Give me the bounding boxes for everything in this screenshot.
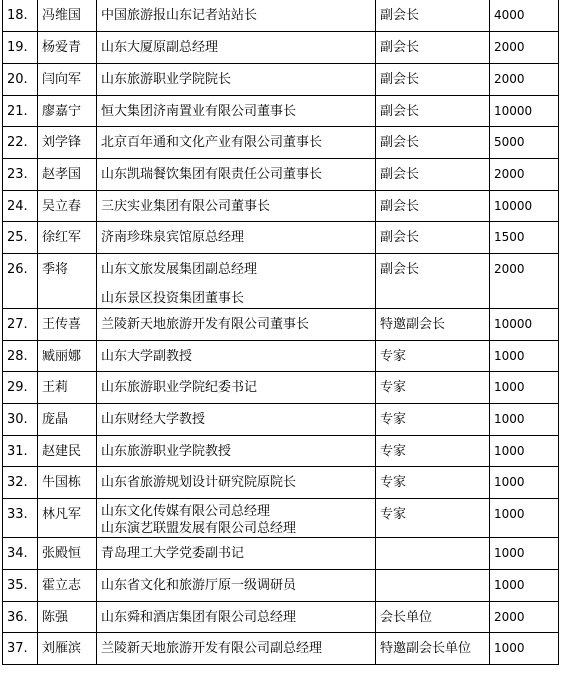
member-amount: 1000 [490,340,559,372]
member-role: 副会长 [376,127,490,159]
member-name: 刘雁滨 [38,633,97,665]
member-name: 霍立志 [38,569,97,601]
member-amount: 10000 [490,309,559,341]
member-amount: 1000 [490,569,559,601]
position-line: 山东凯瑞餐饮集团有限责任公司董事长 [101,166,323,182]
position-line: 山东大学副教授 [101,348,193,364]
position-line: 山东旅游职业学院纪委书记 [101,380,258,396]
row-number: 27. [3,309,38,341]
member-amount: 1000 [490,499,559,538]
member-name: 刘学锋 [38,127,97,159]
member-amount: 10000 [490,95,559,127]
member-position [97,190,376,222]
member-amount: 10000 [490,190,559,222]
table-row [3,372,559,404]
member-position [97,467,376,499]
table-row [3,601,559,633]
position-line: 三庆实业集团有限公司董事长 [101,198,271,214]
member-role: 特邀副会长单位 [376,633,490,665]
member-role: 专家 [376,467,490,499]
member-amount: 1000 [490,633,559,665]
member-position [97,32,376,64]
member-role [376,538,490,570]
member-role: 副会长 [376,254,490,309]
member-amount: 1000 [490,372,559,404]
row-number: 30. [3,404,38,436]
member-role: 副会长 [376,190,490,222]
row-number: 29. [3,372,38,404]
member-name: 季将 [38,254,97,309]
member-position [97,63,376,95]
member-role: 专家 [376,404,490,436]
member-role: 特邀副会长 [376,309,490,341]
member-amount: 2000 [490,63,559,95]
member-amount: 2000 [490,254,559,309]
member-position [97,127,376,159]
member-amount: 4000 [490,0,559,32]
member-amount: 1000 [490,435,559,467]
member-role: 专家 [376,499,490,538]
table-row [3,190,559,222]
position-line: 兰陵新天地旅游开发有限公司副总经理 [101,641,323,657]
table-row [3,0,559,32]
position-line: 山东景区投资集团董事长 [101,291,245,306]
member-amount: 1500 [490,222,559,254]
member-position [97,372,376,404]
member-position [97,435,376,467]
member-position [97,404,376,436]
member-name: 赵建民 [38,435,97,467]
table-row [3,633,559,665]
table-row [3,158,559,190]
member-position [97,340,376,372]
row-number: 20. [3,63,38,95]
member-position [97,254,376,309]
member-amount: 1000 [490,467,559,499]
member-position [97,158,376,190]
position-line: 济南珍珠泉宾馆原总经理 [101,230,245,246]
member-position [97,95,376,127]
member-role: 专家 [376,435,490,467]
table-row [3,309,559,341]
position-line: 山东大厦原副总经理 [101,40,219,56]
table-row [3,538,559,570]
member-amount: 2000 [490,601,559,633]
row-number: 33. [3,499,38,538]
row-number: 34. [3,538,38,570]
table-row [3,404,559,436]
member-role: 副会长 [376,63,490,95]
row-number: 23. [3,158,38,190]
table-row [3,95,559,127]
member-name: 王莉 [38,372,97,404]
row-number: 18. [3,0,38,32]
table-row [3,222,559,254]
member-amount: 5000 [490,127,559,159]
position-line: 山东文化传媒有限公司总经理 [101,504,271,520]
member-role [376,569,490,601]
position-line: 山东财经大学教授 [101,412,206,428]
member-position [97,499,376,538]
row-number: 21. [3,95,38,127]
member-role: 专家 [376,340,490,372]
member-role: 副会长 [376,32,490,64]
position-line: 青岛理工大学党委副书记 [101,546,245,562]
row-number: 19. [3,32,38,64]
member-position [97,309,376,341]
member-name: 吴立春 [38,190,97,222]
position-line: 山东旅游职业学院院长 [101,71,232,87]
position-line: 山东省旅游规划设计研究院原院长 [101,475,297,491]
member-name: 闫向军 [38,63,97,95]
member-amount: 2000 [490,32,559,64]
member-position [97,569,376,601]
table-row [3,127,559,159]
member-name: 徐红军 [38,222,97,254]
position-line: 兰陵新天地旅游开发有限公司董事长 [101,317,310,332]
member-role: 副会长 [376,95,490,127]
position-line: 山东省文化和旅游厅原一级调研员 [101,577,297,593]
table-row [3,569,559,601]
position-line: 山东演艺联盟发展有限公司总经理 [101,521,297,537]
member-name: 庞晶 [38,404,97,436]
member-position [97,538,376,570]
member-name: 冯维国 [38,0,97,32]
row-number: 32. [3,467,38,499]
member-role: 副会长 [376,0,490,32]
member-position [97,0,376,32]
table-row [3,254,559,309]
table-row [3,435,559,467]
member-role: 专家 [376,372,490,404]
member-name: 牛国栋 [38,467,97,499]
member-role: 副会长 [376,158,490,190]
member-role: 会长单位 [376,601,490,633]
member-name: 王传喜 [38,309,97,341]
position-line: 山东文旅发展集团副总经理 [101,262,258,277]
table-row [3,340,559,372]
row-number: 37. [3,633,38,665]
table-row [3,499,559,538]
member-name: 张殿恒 [38,538,97,570]
row-number: 24. [3,190,38,222]
row-number: 25. [3,222,38,254]
member-position [97,601,376,633]
member-amount: 1000 [490,538,559,570]
position-line: 山东舜和酒店集团有限公司总经理 [101,609,297,625]
row-number: 35. [3,569,38,601]
position-line: 恒大集团济南置业有限公司董事长 [101,103,297,119]
row-number: 36. [3,601,38,633]
member-name: 臧丽娜 [38,340,97,372]
member-name: 林凡军 [38,499,97,538]
member-amount: 1000 [490,404,559,436]
row-number: 26. [3,254,38,309]
member-table [2,0,559,665]
member-role: 副会长 [376,222,490,254]
member-name: 杨爱青 [38,32,97,64]
table-row [3,467,559,499]
position-line: 山东旅游职业学院教授 [101,443,232,459]
member-name: 陈强 [38,601,97,633]
member-table-body [3,0,559,664]
row-number: 28. [3,340,38,372]
position-line: 中国旅游报山东记者站站长 [101,8,258,23]
table-row [3,63,559,95]
member-name: 廖嘉宁 [38,95,97,127]
member-amount: 2000 [490,158,559,190]
member-position [97,222,376,254]
row-number: 22. [3,127,38,159]
table-row [3,32,559,64]
position-line: 北京百年通和文化产业有限公司董事长 [101,135,323,151]
member-position [97,633,376,665]
row-number: 31. [3,435,38,467]
member-name: 赵孝国 [38,158,97,190]
